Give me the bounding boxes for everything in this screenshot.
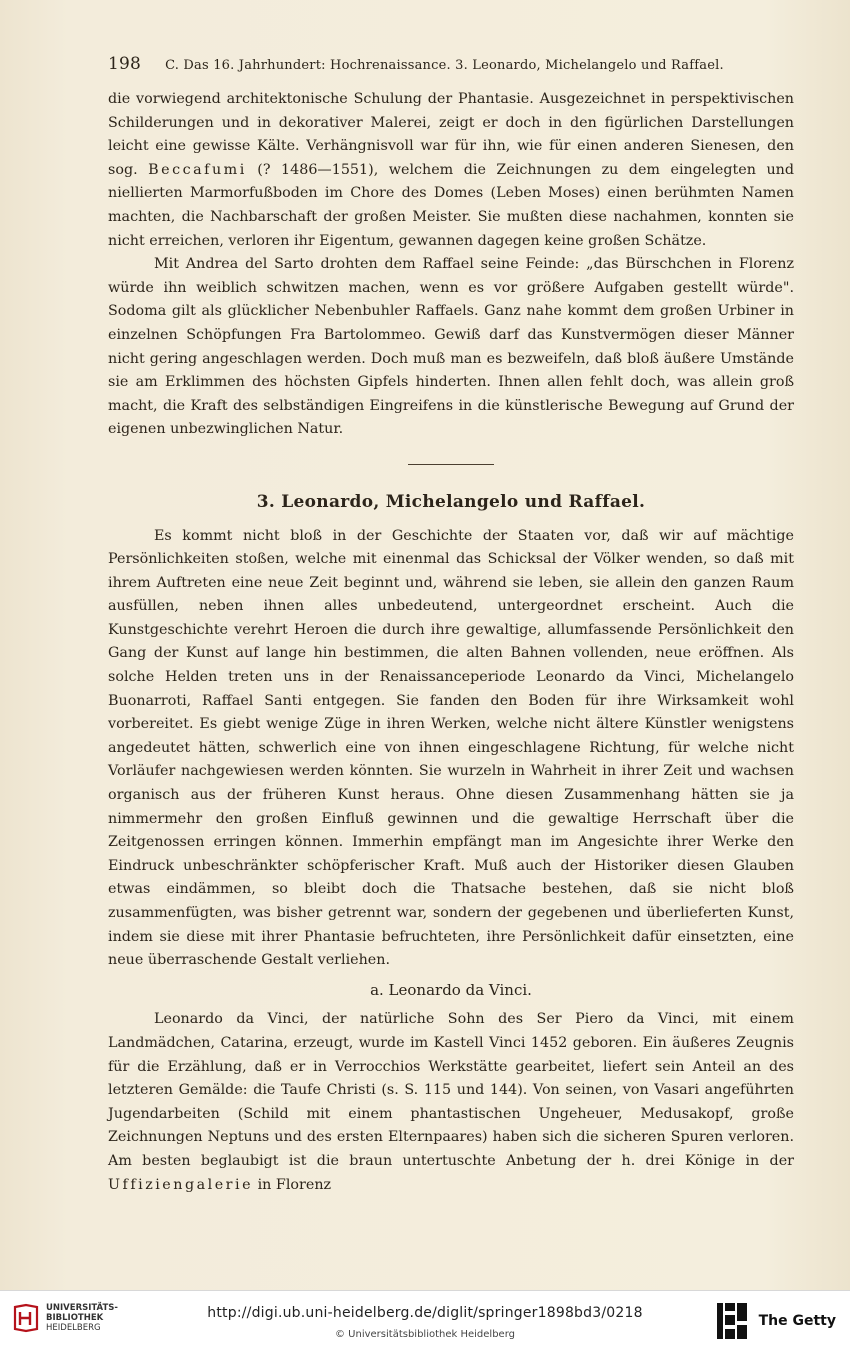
footer-bar <box>0 1290 850 1353</box>
page-body <box>108 88 794 1197</box>
permalink-url[interactable]: http://digi.ub.uni-heidelberg.de/diglit/springer1898bd3/0218 <box>207 1305 643 1321</box>
running-head <box>108 54 798 78</box>
getty-label: The Getty <box>758 1313 836 1329</box>
paragraph-1 <box>108 88 794 253</box>
paragraph-1-text-b: (? 1486—1551), welchem die Zeichnungen zu dem eingelegten und niellierten Marmorfußboden im Chore des Domes (Leben Moses) einen berühmten Namen machten, die Nachbarschaft der großen Meister. Sie mußten diese nachahmen, konnten sie nicht erreichen, verloren ihr Eigentum, gewannen dagegen keine großen Schätze. <box>108 161 795 249</box>
getty-logo-icon <box>715 1301 749 1341</box>
page-number: 198 <box>108 54 142 74</box>
paragraph-4-text-b: in Florenz <box>253 1176 332 1193</box>
getty-logo[interactable] <box>715 1301 836 1341</box>
section-divider <box>408 464 494 465</box>
paragraph-4-place: Uffiziengalerie <box>108 1176 254 1193</box>
subsection-heading: a. Leonardo da Vinci. <box>370 980 532 999</box>
paragraph-1-text-a: die vorwiegend architektonische Schulung der Phantasie. Ausgezeichnet in perspektivischen Schilderungen und in dekorativer Malerei, zeigt er doch in den figürlichen Darstellungen leicht eine gewisse Kälte. Verhängnisvoll war für ihn, wie für einen anderen Sienesen, den sog. <box>108 91 794 178</box>
paragraph-3: Es kommt nicht bloß in der Geschichte der Staaten vor, daß wir auf mächtige Persönlichkeiten stoßen, welche mit einenmal das Schicksal der Völker wenden, so daß mit ihrem Auftreten eine neue Zeit beginnt und, während sie leben, sie allein den ganzen Raum ausfüllen, neben ihnen alles unbedeutend, untergeordnet erscheint. Auch die Kunstgeschichte verehrt Heroen die durch ihre gewaltige, allumfassende Persönlichkeit den Gang der Kunst auf lange hin bestimmen, die alten Bahnen vollenden, neue eröffnen. Als solche Helden treten uns in der Renaissanceperiode Leonardo da Vinci, Michelangelo Buonarroti, Raffael Santi entgegen. Sie fanden den Boden für ihre Wirksamkeit wohl vorbereitet. Es giebt wenige Züge in ihren Werken, welche nicht ältere Künstler wenigstens angedeutet hätten, schwerlich eine von ihnen eingeschlagene Richtung, für welche nicht Vorläufer nachgewiesen werden könnten. Sie wurzeln in Wahrheit in ihrer Zeit und wachsen organisch aus der früheren Kunst heraus. Ohne diesen Zusammenhang hätten sie ja nimmermehr den großen Einfluß gewinnen und die gewaltige Herrschaft über die Zeitgenossen erringen können. Immerhin empfängt man im Angesichte ihrer Werke den Eindruck unbeschränkter schöpferischer Kraft. Muß auch der Historiker diesen Glauben etwas eindämmen, so bleibt doch die Thatsache bestehen, daß sie nicht bloß zusammenfügten, was bisher getrennt war, sondern der gegebenen und überlieferten Kunst, indem sie diese mit ihrer Phantasie befruchteten, ihre Persönlichkeit dafür einsetzten, eine neue überraschende Gestalt verliehen. <box>108 527 794 969</box>
running-head-title: C. Das 16. Jahrhundert: Hochrenaissance. 3. Leonardo, Michelangelo und Raffael. <box>165 58 724 73</box>
section-heading: 3. Leonardo, Michelangelo und Raffael. <box>256 491 646 512</box>
paragraph-1-name: Beccafumi <box>148 161 247 178</box>
ub-line-2: BIBLIOTHEK <box>46 1313 104 1323</box>
paragraph-2: Mit Andrea del Sarto drohten dem Raffael seine Feinde: „das Bürschchen in Florenz würde ihn weiblich schwitzen machen, wenn es vor größere Aufgaben gestellt würde". Sodoma gilt als glücklicher Nebenbuhler Raffaels. Ganz nahe kommt dem großen Urbiner in einzelnen Schöpfungen Fra Bartolommeo. Gewiß darf das Kunstvermögen dieser Männer nicht gering angeschlagen werden. Doch muß man es bezweifeln, daß bloß äußere Umstände sie am Erklimmen des höchsten Gipfels hinderten. Ihnen allen fehlt doch, was allein groß macht, die Kraft des selbständigen Eingreifens in die künstlerische Bewegung auf Grund der eigenen unbezwinglichen Natur. <box>108 256 794 438</box>
paragraph-4 <box>108 1008 794 1197</box>
copyright-notice: © Universitätsbibliothek Heidelberg <box>334 1329 515 1340</box>
ub-line-1: UNIVERSITÄTS- <box>46 1303 118 1313</box>
paragraph-4-text-a: Leonardo da Vinci, der natürliche Sohn des Ser Piero da Vinci, mit einem Landmädchen, Catarina, erzeugt, wurde im Kastell Vinci 1452 geboren. Ein äußeres Zeugnis für die Erzählung, daß er in Verrocchios Werkstätte gearbeitet, liefert sein Anteil an des letzteren Gemälde: die Taufe Christi (s. S. 115 und 144). Von seinen, von Vasari angeführten Jugendarbeiten (Schild mit einem phantastischen Ungeheuer, Medusakopf, große Zeichnungen Neptuns und des ersten Elternpaares) haben sich die sicheren Spuren verloren. Am besten beglaubigt ist die braun untertuschte Anbetung der h. drei Könige in der <box>108 1011 794 1169</box>
ub-line-3: HEIDELBERG <box>46 1323 101 1333</box>
